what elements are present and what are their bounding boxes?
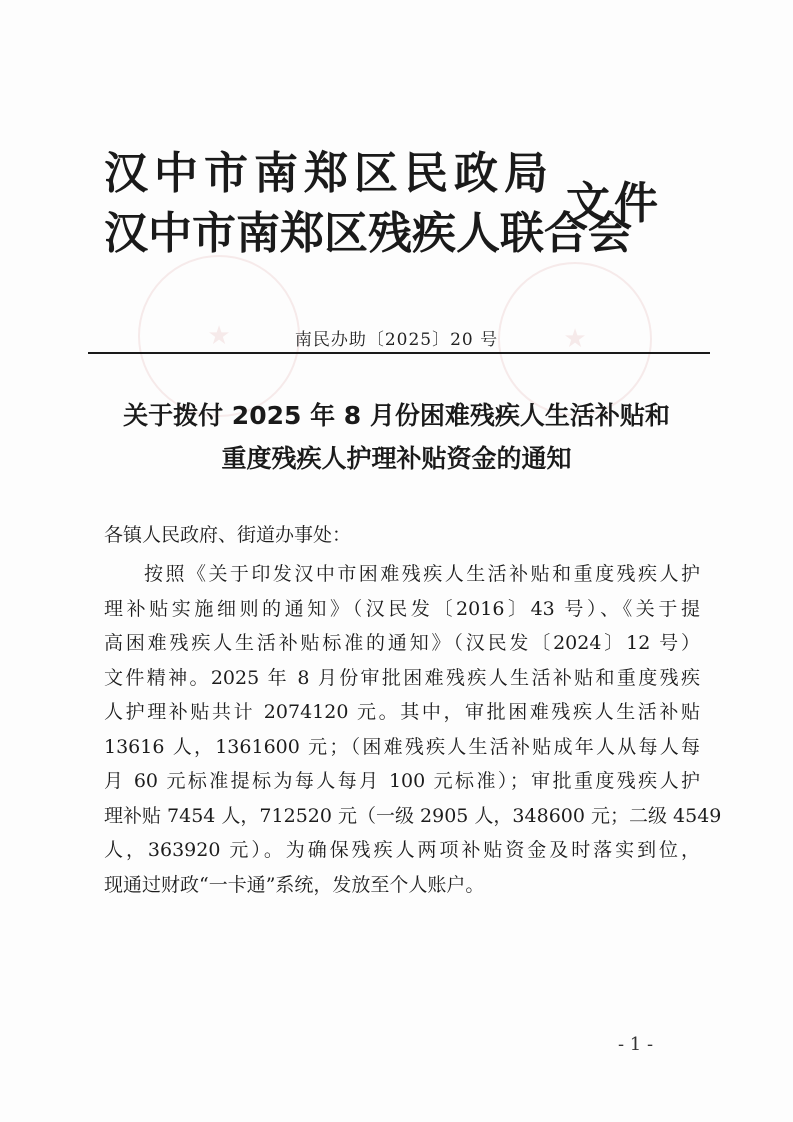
document-type-label: 文件 xyxy=(566,178,662,229)
body-line: 13616 人，1361600 元；（困难残疾人生活补贴成年人从每人每 xyxy=(104,735,700,758)
body-line: 现通过财政“一卡通”系统，发放至个人账户。 xyxy=(104,873,485,896)
body-line: 理补贴实施细则的通知》（汉民发〔2016〕43 号）、《关于提 xyxy=(104,597,700,620)
body-line: 理补贴 7454 人，712520 元（一级 2905 人，348600 元；二级 4549 xyxy=(104,804,722,827)
document-header xyxy=(104,140,704,270)
body-line: 文件精神。2025 年 8 月份审批困难残疾人生活补贴和重度残疾 xyxy=(104,666,700,689)
seal-star-icon: ★ xyxy=(563,324,587,354)
header-divider xyxy=(88,352,710,354)
issuer-civil-affairs-bureau: 汉中市南郑区民政局 xyxy=(104,148,554,199)
body-line: 人，363920 元）。为确保残疾人两项补贴资金及时落实到位， xyxy=(104,839,700,861)
salutation: 各镇人民政府、街道办事处： xyxy=(104,524,352,546)
body-line: 月 60 元标准提标为每人每月 100 元标准）；审批重度残疾人护 xyxy=(104,770,700,792)
issuer-disabled-persons-federation: 汉中市南郑区残疾人联合会 xyxy=(104,208,632,259)
document-title xyxy=(0,394,793,480)
document-number: 南民办助〔2025〕20 号 xyxy=(294,330,499,350)
body-paragraph xyxy=(104,557,722,902)
page-number: - 1 - xyxy=(618,1034,654,1055)
body-line: 人护理补贴共计 2074120 元。其中，审批困难残疾人生活补贴 xyxy=(104,701,700,723)
title-line-1: 关于拨付 2025 年 8 月份困难残疾人生活补贴和 xyxy=(123,401,670,430)
title-line-2: 重度残疾人护理补贴资金的通知 xyxy=(221,444,572,473)
body-line: 按照《关于印发汉中市困难残疾人生活补贴和重度残疾人护 xyxy=(144,563,700,585)
body-line: 高困难残疾人生活补贴标准的通知》（汉民发〔2024〕12 号） xyxy=(104,632,700,654)
seal-star-icon: ★ xyxy=(207,321,231,351)
